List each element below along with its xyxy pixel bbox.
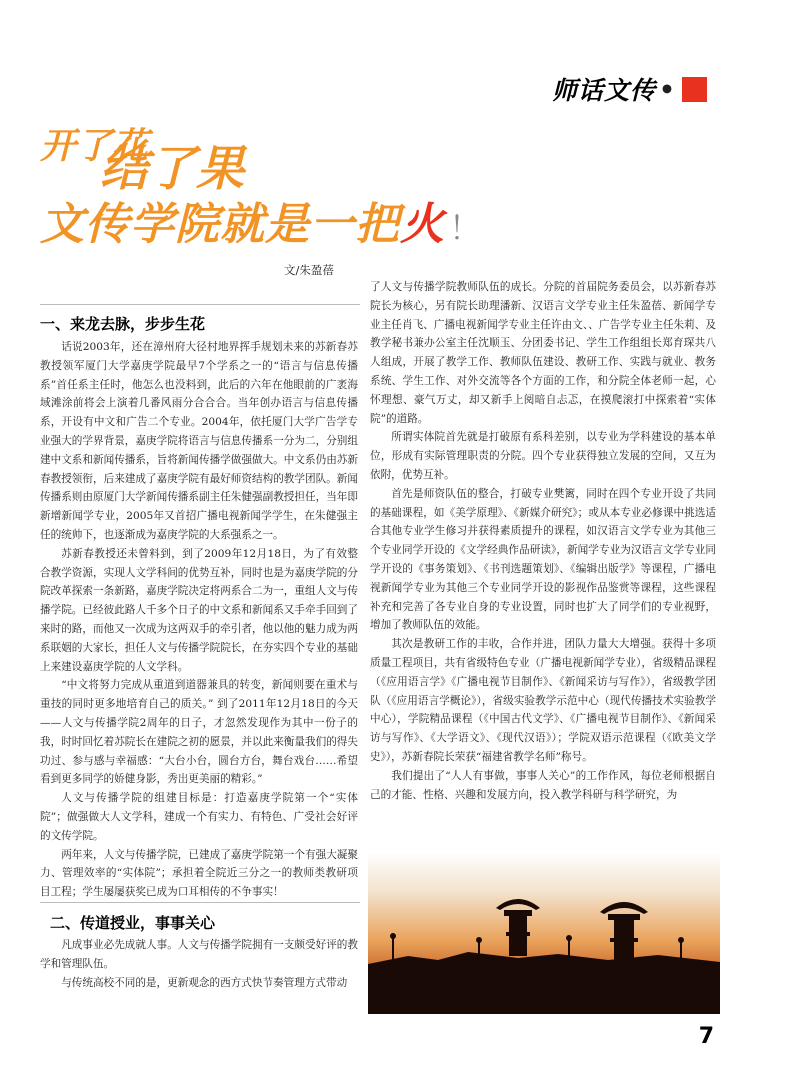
section-tag-dot: • [659, 74, 675, 104]
sunset-gate-photo [368, 852, 720, 1014]
headline-line-3-main: 文传学院就是一把 [40, 199, 400, 250]
section-1-title: 一、来龙去脉，步步生花 [40, 315, 206, 333]
paragraph: “中文将努力完成从重道到道器兼具的转变，新闻则要在重术与重技的同时更多地培育自己的质关。” 到了2011年12月18日的今天——人文与传播学院2周年的日子，才忽然发现作为其中一份子的我，时时回忆着苏院长在建院之初的愿景，并以此来衡量我们的得失功过、参与感与幸福感：“大台小台，圆台方台，舞台戏台……希望看到更多同学的娇健身影，秀出更美丽的精彩。” [40, 679, 358, 786]
headline-line-2: 结了果 [100, 141, 245, 197]
paragraph: 凡成事业必先成就人事。人文与传播学院拥有一支颇受好评的教学和管理队伍。 [40, 939, 358, 970]
paragraph: 两年来，人文与传播学院，已建成了嘉庚学院第一个有强大凝聚力、管理效率的“实体院”；承担着全院近三分之一的教师类教研项目工程；学生屡屡获奖已成为口耳相传的不争事实！ [40, 848, 358, 899]
headline-line-1: 开了花 [40, 126, 149, 167]
section-tag-text: 师话文传 [552, 76, 657, 105]
paragraph: 与传统高校不同的是，更新观念的西方式快节奏管理方式带动 [61, 976, 348, 989]
section-2-title: 二、传道授业，事事关心 [50, 914, 216, 932]
section-rule [40, 304, 360, 305]
section-tag [552, 73, 707, 105]
paragraph: 所谓实体院首先就是打破原有系科差别，以专业为学科建设的基本单位，形成有实际管理职责的分院。四个专业获得独立发展的空间，又互为依附，优势互补。 [370, 431, 716, 481]
section-rule [40, 902, 360, 903]
red-square-icon [682, 77, 707, 102]
section-1-body [40, 338, 358, 902]
right-column-body [370, 278, 716, 804]
headline-line-3 [40, 188, 482, 252]
paragraph: 首先是师资队伍的整合，打破专业樊篱，同时在四个专业开设了共同的基础课程，如《美学原理》、《新媒介研究》；或从本专业必修课中挑选适合其他专业学生修习并获得素质提升的课程，如汉语言文学专业为其他三个专业同学开设的《文学经典作品研读》，新闻学专业为汉语言文学专业同学开设的《事务策划》、《书刊选题策划》、《编辑出版学》等课程，广播电视新闻学专业为其他三个专业同学开设的影视作品鉴赏等课程，这些课程补充和完善了各专业自身的专业设置，同时也扩大了同学们的专业视野，增加了教师队伍的效能。 [370, 487, 716, 632]
page-number: 7 [698, 1024, 714, 1049]
paragraph: 话说2003年，还在漳州府大径村地界挥手规划未来的苏新春苏教授领军厦门大学嘉庚学院最早7个学系之一的“语言与信息传播系”首任系主任时，他怎么也没料到，此后的六年在他眼前的广袤海域滩涂前将会上演着几番风雨分合合合。当年创办语言与信息传播系，开设有中文和广告二个专业。2004年，依托厦门大学广告学专业强大的学界背景，嘉庚学院将语言与信息传播系一分为二，分别组建中文系和新闻传播系，旨将新闻传播学做强做大。中文系仍由苏新春教授领衔，后来建成了嘉庚学院有最好师资结构的教学团队。新闻传播系则由原厦门大学新闻传播系副主任朱健强副教授担任，当年即新增新闻学专业，2005年又首招广播电视新闻学学生，在朱健强主任的统帅下，也逐渐成为嘉庚学院的大系强系之一。 [40, 341, 358, 541]
paragraph: 我们提出了“人人有事做，事事人关心”的工作作风，每位老师根据自己的才能、性格、兴趣和发展方向，投入教学科研与科学研究，为 [370, 769, 716, 801]
headline-line-3-red: 火 [400, 199, 445, 250]
byline: 文/朱盈蓓 [284, 263, 334, 277]
paragraph: 了人文与传播学院教师队伍的成长。分院的首届院务委员会，以苏新春苏院长为核心，另有院长助理潘新、汉语言文学专业主任朱盈蓓、新闻学专业主任肖飞、广播电视新闻学专业主任许由文、、广告学专业主任朱莉、及教学秘书兼办公室主任沈顺玉、分团委书记、学生工作组组长郑育琛共八人组成，开展了教学工作、教师队伍建设、教研工作、实践与就业、教务系统、学生工作、对外交流等各个方面的工作，和分院全体老师一起，心怀理想、豪气万丈，却又新手上阅暗自忐忑，在摸爬滚打中探索着“实体院”的道路。 [370, 281, 716, 425]
section-2-body [40, 936, 358, 992]
headline-line-3-end: ！ [449, 209, 483, 247]
paragraph: 其次是教研工作的丰收，合作并进，团队力量大大增强。获得十多项质量工程项目，共有省级特色专业（广播电视新闻学专业），省级精品课程（《应用语言学》《广播电视节目制作》、《新闻采访与写作》），省级教学团队（《应用语言学概论》），省级实验教学示范中心（现代传播技术实验教学中心），学院精品课程（《中国古代文学》、《广播电视节目制作》、《新闻采访与写作》、《大学语文》、《现代汉语》）；学院双语示范课程（《欧美文学史》），苏新春院长荣获“福建省教学名师”称号。 [370, 638, 716, 763]
paragraph: 苏新春教授还未曾料到，到了2009年12月18日，为了有效整合教学资源，实现人文学科间的优势互补，同时也是为嘉庚学院的分院改革探索一条新路，嘉庚学院决定将两系合二为一，重组人文与传播学院。已经彼此路人千多个日子的中文系和新闻系又手牵手回到了来时的路，而他又一次成为这两双手的牵引者，他以他的魅力成为两系联姻的大家长，担任人文与传播学院院长，在夯实四个专业的基础上来建设嘉庚学院的人文学科。 [40, 547, 358, 673]
paragraph: 人文与传播学院的组建目标是：打造嘉庚学院第一个“实体院”；做强做大人文学科，建成一个有实力、有特色、广受社会好评的文传学院。 [40, 792, 358, 842]
